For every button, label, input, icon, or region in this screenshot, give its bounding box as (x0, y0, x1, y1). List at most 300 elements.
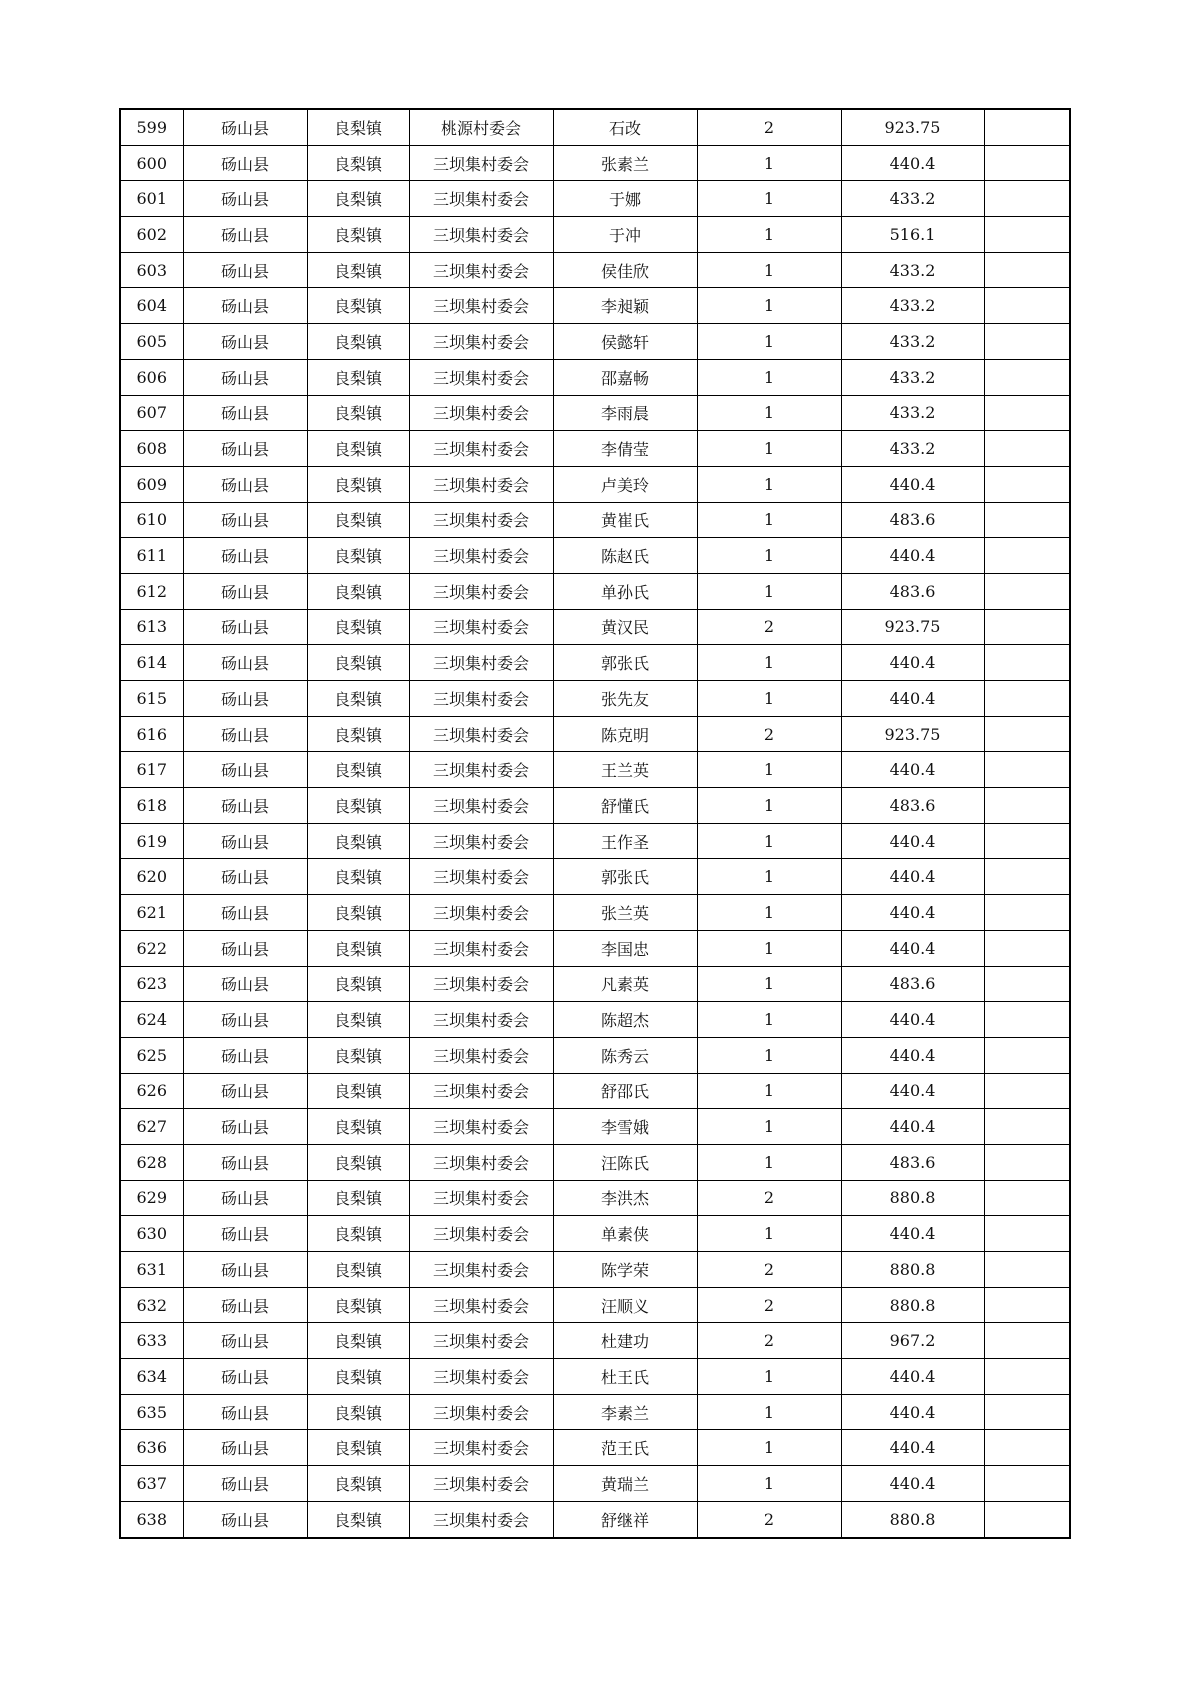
cell-name: 单素侠 (553, 1216, 697, 1252)
cell-town: 良梨镇 (307, 1323, 409, 1359)
cell-town: 良梨镇 (307, 324, 409, 360)
cell-village-committee: 三坝集村委会 (409, 1073, 553, 1109)
cell-amount: 440.4 (841, 1394, 984, 1430)
cell-name: 李倩莹 (553, 431, 697, 467)
cell-village-committee: 三坝集村委会 (409, 859, 553, 895)
cell-name: 张先友 (553, 681, 697, 717)
cell-remarks (984, 359, 1070, 395)
cell-row-number: 610 (120, 502, 183, 538)
cell-household-size: 2 (697, 1180, 841, 1216)
table-row (120, 431, 1070, 467)
table-row (120, 466, 1070, 502)
cell-town: 良梨镇 (307, 895, 409, 931)
table-row (120, 1394, 1070, 1430)
cell-county: 砀山县 (183, 609, 307, 645)
cell-household-size: 1 (697, 395, 841, 431)
cell-household-size: 1 (697, 1109, 841, 1145)
cell-row-number: 631 (120, 1252, 183, 1288)
cell-name: 黄瑞兰 (553, 1466, 697, 1502)
cell-town: 良梨镇 (307, 466, 409, 502)
cell-row-number: 613 (120, 609, 183, 645)
cell-remarks (984, 1144, 1070, 1180)
cell-name: 于娜 (553, 181, 697, 217)
cell-town: 良梨镇 (307, 395, 409, 431)
cell-household-size: 1 (697, 1359, 841, 1395)
cell-remarks (984, 752, 1070, 788)
table-row (120, 681, 1070, 717)
table-row (120, 1359, 1070, 1395)
cell-village-committee: 三坝集村委会 (409, 1359, 553, 1395)
cell-name: 舒继祥 (553, 1501, 697, 1537)
cell-row-number: 602 (120, 217, 183, 253)
cell-county: 砀山县 (183, 823, 307, 859)
cell-household-size: 1 (697, 252, 841, 288)
cell-remarks (984, 1466, 1070, 1502)
cell-row-number: 604 (120, 288, 183, 324)
cell-amount: 440.4 (841, 1002, 984, 1038)
cell-row-number: 605 (120, 324, 183, 360)
cell-row-number: 599 (120, 109, 183, 145)
cell-household-size: 1 (697, 1073, 841, 1109)
cell-name: 舒邵氏 (553, 1073, 697, 1109)
table-row (120, 502, 1070, 538)
cell-village-committee: 三坝集村委会 (409, 930, 553, 966)
cell-amount: 440.4 (841, 1466, 984, 1502)
cell-county: 砀山县 (183, 1394, 307, 1430)
cell-town: 良梨镇 (307, 1002, 409, 1038)
cell-household-size: 1 (697, 788, 841, 824)
cell-amount: 923.75 (841, 716, 984, 752)
cell-county: 砀山县 (183, 1252, 307, 1288)
cell-county: 砀山县 (183, 716, 307, 752)
cell-county: 砀山县 (183, 1109, 307, 1145)
cell-name: 汪陈氏 (553, 1144, 697, 1180)
table-row (120, 1002, 1070, 1038)
cell-village-committee: 三坝集村委会 (409, 716, 553, 752)
cell-county: 砀山县 (183, 109, 307, 145)
cell-row-number: 633 (120, 1323, 183, 1359)
cell-village-committee: 桃源村委会 (409, 109, 553, 145)
table-row (120, 359, 1070, 395)
cell-village-committee: 三坝集村委会 (409, 681, 553, 717)
table-body (120, 109, 1070, 1538)
cell-town: 良梨镇 (307, 1073, 409, 1109)
cell-county: 砀山县 (183, 1073, 307, 1109)
cell-village-committee: 三坝集村委会 (409, 1037, 553, 1073)
cell-village-committee: 三坝集村委会 (409, 1180, 553, 1216)
cell-county: 砀山县 (183, 573, 307, 609)
cell-remarks (984, 609, 1070, 645)
cell-remarks (984, 966, 1070, 1002)
cell-remarks (984, 181, 1070, 217)
cell-row-number: 611 (120, 538, 183, 574)
cell-household-size: 1 (697, 1037, 841, 1073)
table-row (120, 1109, 1070, 1145)
cell-name: 黄汉民 (553, 609, 697, 645)
cell-name: 张兰英 (553, 895, 697, 931)
cell-town: 良梨镇 (307, 252, 409, 288)
cell-county: 砀山县 (183, 859, 307, 895)
cell-household-size: 1 (697, 466, 841, 502)
cell-row-number: 624 (120, 1002, 183, 1038)
cell-remarks (984, 895, 1070, 931)
cell-village-committee: 三坝集村委会 (409, 1216, 553, 1252)
cell-household-size: 2 (697, 716, 841, 752)
cell-row-number: 616 (120, 716, 183, 752)
cell-amount: 880.8 (841, 1180, 984, 1216)
cell-town: 良梨镇 (307, 752, 409, 788)
table-row (120, 1466, 1070, 1502)
cell-row-number: 629 (120, 1180, 183, 1216)
cell-remarks (984, 716, 1070, 752)
table-row (120, 573, 1070, 609)
cell-row-number: 609 (120, 466, 183, 502)
cell-village-committee: 三坝集村委会 (409, 502, 553, 538)
cell-county: 砀山县 (183, 1144, 307, 1180)
cell-name: 李国忠 (553, 930, 697, 966)
cell-county: 砀山县 (183, 895, 307, 931)
cell-name: 王作圣 (553, 823, 697, 859)
cell-village-committee: 三坝集村委会 (409, 1109, 553, 1145)
cell-village-committee: 三坝集村委会 (409, 1002, 553, 1038)
cell-amount: 433.2 (841, 431, 984, 467)
cell-household-size: 1 (697, 502, 841, 538)
cell-name: 陈赵氏 (553, 538, 697, 574)
cell-village-committee: 三坝集村委会 (409, 324, 553, 360)
cell-row-number: 635 (120, 1394, 183, 1430)
cell-row-number: 626 (120, 1073, 183, 1109)
cell-remarks (984, 288, 1070, 324)
cell-household-size: 2 (697, 1501, 841, 1537)
cell-county: 砀山县 (183, 930, 307, 966)
cell-amount: 440.4 (841, 1216, 984, 1252)
cell-village-committee: 三坝集村委会 (409, 466, 553, 502)
table-row (120, 1323, 1070, 1359)
cell-remarks (984, 145, 1070, 181)
cell-household-size: 1 (697, 181, 841, 217)
table-row (120, 752, 1070, 788)
cell-amount: 440.4 (841, 681, 984, 717)
cell-amount: 440.4 (841, 538, 984, 574)
cell-row-number: 634 (120, 1359, 183, 1395)
cell-household-size: 1 (697, 1430, 841, 1466)
cell-town: 良梨镇 (307, 681, 409, 717)
cell-county: 砀山县 (183, 1501, 307, 1537)
cell-row-number: 617 (120, 752, 183, 788)
cell-row-number: 622 (120, 930, 183, 966)
cell-row-number: 606 (120, 359, 183, 395)
table-row (120, 859, 1070, 895)
table-row (120, 538, 1070, 574)
table-row (120, 217, 1070, 253)
cell-town: 良梨镇 (307, 1466, 409, 1502)
cell-county: 砀山县 (183, 1466, 307, 1502)
cell-amount: 483.6 (841, 573, 984, 609)
cell-household-size: 1 (697, 1144, 841, 1180)
table-row (120, 252, 1070, 288)
cell-remarks (984, 788, 1070, 824)
cell-amount: 923.75 (841, 609, 984, 645)
cell-remarks (984, 466, 1070, 502)
cell-amount: 433.2 (841, 324, 984, 360)
cell-row-number: 603 (120, 252, 183, 288)
cell-row-number: 623 (120, 966, 183, 1002)
cell-remarks (984, 538, 1070, 574)
cell-remarks (984, 1501, 1070, 1537)
table-row (120, 645, 1070, 681)
cell-village-committee: 三坝集村委会 (409, 645, 553, 681)
cell-remarks (984, 1073, 1070, 1109)
cell-amount: 880.8 (841, 1501, 984, 1537)
cell-town: 良梨镇 (307, 1252, 409, 1288)
cell-name: 侯懿轩 (553, 324, 697, 360)
cell-amount: 440.4 (841, 1430, 984, 1466)
cell-amount: 880.8 (841, 1252, 984, 1288)
cell-village-committee: 三坝集村委会 (409, 252, 553, 288)
cell-row-number: 637 (120, 1466, 183, 1502)
cell-town: 良梨镇 (307, 109, 409, 145)
cell-name: 单孙氏 (553, 573, 697, 609)
cell-remarks (984, 324, 1070, 360)
cell-village-committee: 三坝集村委会 (409, 752, 553, 788)
cell-amount: 880.8 (841, 1287, 984, 1323)
cell-household-size: 2 (697, 1323, 841, 1359)
cell-town: 良梨镇 (307, 859, 409, 895)
cell-household-size: 1 (697, 288, 841, 324)
cell-county: 砀山县 (183, 1430, 307, 1466)
cell-name: 郭张氏 (553, 645, 697, 681)
cell-county: 砀山县 (183, 359, 307, 395)
cell-village-committee: 三坝集村委会 (409, 288, 553, 324)
cell-row-number: 620 (120, 859, 183, 895)
cell-remarks (984, 573, 1070, 609)
cell-remarks (984, 252, 1070, 288)
cell-amount: 440.4 (841, 1073, 984, 1109)
cell-name: 李昶颖 (553, 288, 697, 324)
cell-town: 良梨镇 (307, 1037, 409, 1073)
cell-household-size: 1 (697, 823, 841, 859)
cell-household-size: 1 (697, 145, 841, 181)
cell-remarks (984, 1252, 1070, 1288)
table-row (120, 966, 1070, 1002)
cell-amount: 433.2 (841, 359, 984, 395)
cell-town: 良梨镇 (307, 788, 409, 824)
cell-household-size: 1 (697, 1394, 841, 1430)
cell-town: 良梨镇 (307, 502, 409, 538)
table-row (120, 1073, 1070, 1109)
cell-county: 砀山县 (183, 181, 307, 217)
cell-remarks (984, 1109, 1070, 1145)
cell-town: 良梨镇 (307, 1287, 409, 1323)
cell-county: 砀山县 (183, 538, 307, 574)
cell-amount: 483.6 (841, 502, 984, 538)
cell-town: 良梨镇 (307, 1394, 409, 1430)
cell-row-number: 614 (120, 645, 183, 681)
cell-county: 砀山县 (183, 681, 307, 717)
cell-county: 砀山县 (183, 145, 307, 181)
cell-name: 邵嘉畅 (553, 359, 697, 395)
cell-amount: 433.2 (841, 181, 984, 217)
table-row (120, 930, 1070, 966)
cell-name: 杜建功 (553, 1323, 697, 1359)
cell-village-committee: 三坝集村委会 (409, 1144, 553, 1180)
cell-village-committee: 三坝集村委会 (409, 395, 553, 431)
table-row (120, 609, 1070, 645)
cell-town: 良梨镇 (307, 966, 409, 1002)
cell-name: 王兰英 (553, 752, 697, 788)
cell-remarks (984, 1037, 1070, 1073)
cell-village-committee: 三坝集村委会 (409, 573, 553, 609)
cell-village-committee: 三坝集村委会 (409, 1430, 553, 1466)
cell-amount: 440.4 (841, 645, 984, 681)
cell-town: 良梨镇 (307, 217, 409, 253)
cell-amount: 516.1 (841, 217, 984, 253)
cell-amount: 483.6 (841, 788, 984, 824)
cell-remarks (984, 1430, 1070, 1466)
cell-county: 砀山县 (183, 466, 307, 502)
cell-county: 砀山县 (183, 1287, 307, 1323)
cell-amount: 440.4 (841, 859, 984, 895)
cell-village-committee: 三坝集村委会 (409, 145, 553, 181)
table-row (120, 1501, 1070, 1537)
cell-county: 砀山县 (183, 1323, 307, 1359)
table-row (120, 109, 1070, 145)
cell-amount: 433.2 (841, 395, 984, 431)
cell-row-number: 627 (120, 1109, 183, 1145)
cell-town: 良梨镇 (307, 1501, 409, 1537)
cell-name: 李雨晨 (553, 395, 697, 431)
cell-village-committee: 三坝集村委会 (409, 359, 553, 395)
cell-household-size: 2 (697, 1287, 841, 1323)
cell-remarks (984, 930, 1070, 966)
table-row (120, 1287, 1070, 1323)
cell-name: 黄崔氏 (553, 502, 697, 538)
cell-amount: 440.4 (841, 1359, 984, 1395)
cell-county: 砀山县 (183, 966, 307, 1002)
cell-household-size: 1 (697, 217, 841, 253)
cell-county: 砀山县 (183, 217, 307, 253)
cell-row-number: 621 (120, 895, 183, 931)
cell-town: 良梨镇 (307, 1430, 409, 1466)
cell-amount: 433.2 (841, 288, 984, 324)
cell-county: 砀山县 (183, 431, 307, 467)
cell-household-size: 1 (697, 1216, 841, 1252)
cell-household-size: 1 (697, 573, 841, 609)
cell-town: 良梨镇 (307, 288, 409, 324)
cell-amount: 923.75 (841, 109, 984, 145)
cell-row-number: 607 (120, 395, 183, 431)
table-row (120, 1216, 1070, 1252)
cell-amount: 440.4 (841, 1109, 984, 1145)
cell-remarks (984, 859, 1070, 895)
table-row (120, 181, 1070, 217)
household-table (119, 108, 1071, 1539)
cell-household-size: 1 (697, 431, 841, 467)
cell-name: 舒懂氏 (553, 788, 697, 824)
cell-household-size: 2 (697, 109, 841, 145)
cell-row-number: 625 (120, 1037, 183, 1073)
cell-remarks (984, 645, 1070, 681)
cell-county: 砀山县 (183, 1037, 307, 1073)
cell-remarks (984, 217, 1070, 253)
cell-name: 郭张氏 (553, 859, 697, 895)
cell-amount: 440.4 (841, 895, 984, 931)
cell-county: 砀山县 (183, 1002, 307, 1038)
cell-remarks (984, 395, 1070, 431)
cell-village-committee: 三坝集村委会 (409, 1466, 553, 1502)
cell-town: 良梨镇 (307, 1109, 409, 1145)
cell-name: 石改 (553, 109, 697, 145)
cell-town: 良梨镇 (307, 1180, 409, 1216)
cell-village-committee: 三坝集村委会 (409, 966, 553, 1002)
cell-row-number: 615 (120, 681, 183, 717)
cell-amount: 440.4 (841, 930, 984, 966)
cell-remarks (984, 1216, 1070, 1252)
cell-row-number: 618 (120, 788, 183, 824)
cell-household-size: 1 (697, 752, 841, 788)
table-row (120, 395, 1070, 431)
cell-name: 杜王氏 (553, 1359, 697, 1395)
cell-name: 侯佳欣 (553, 252, 697, 288)
cell-county: 砀山县 (183, 395, 307, 431)
cell-name: 李雪娥 (553, 1109, 697, 1145)
cell-household-size: 1 (697, 859, 841, 895)
cell-village-committee: 三坝集村委会 (409, 1252, 553, 1288)
cell-town: 良梨镇 (307, 538, 409, 574)
cell-village-committee: 三坝集村委会 (409, 609, 553, 645)
cell-town: 良梨镇 (307, 1144, 409, 1180)
cell-name: 陈秀云 (553, 1037, 697, 1073)
cell-household-size: 1 (697, 359, 841, 395)
cell-remarks (984, 1180, 1070, 1216)
cell-county: 砀山县 (183, 1359, 307, 1395)
cell-name: 张素兰 (553, 145, 697, 181)
cell-household-size: 1 (697, 1466, 841, 1502)
cell-village-committee: 三坝集村委会 (409, 1394, 553, 1430)
cell-name: 李洪杰 (553, 1180, 697, 1216)
cell-village-committee: 三坝集村委会 (409, 181, 553, 217)
cell-name: 凡素英 (553, 966, 697, 1002)
cell-remarks (984, 681, 1070, 717)
cell-name: 陈克明 (553, 716, 697, 752)
cell-household-size: 1 (697, 645, 841, 681)
cell-village-committee: 三坝集村委会 (409, 538, 553, 574)
table-row (120, 324, 1070, 360)
cell-name: 卢美玲 (553, 466, 697, 502)
cell-amount: 440.4 (841, 145, 984, 181)
cell-county: 砀山县 (183, 252, 307, 288)
cell-county: 砀山县 (183, 324, 307, 360)
cell-remarks (984, 1323, 1070, 1359)
cell-town: 良梨镇 (307, 359, 409, 395)
cell-amount: 440.4 (841, 466, 984, 502)
cell-amount: 440.4 (841, 1037, 984, 1073)
cell-village-committee: 三坝集村委会 (409, 1323, 553, 1359)
cell-remarks (984, 109, 1070, 145)
cell-row-number: 638 (120, 1501, 183, 1537)
cell-town: 良梨镇 (307, 609, 409, 645)
cell-village-committee: 三坝集村委会 (409, 217, 553, 253)
table-row (120, 1180, 1070, 1216)
cell-village-committee: 三坝集村委会 (409, 1287, 553, 1323)
cell-village-committee: 三坝集村委会 (409, 788, 553, 824)
cell-remarks (984, 1359, 1070, 1395)
cell-remarks (984, 1287, 1070, 1323)
cell-amount: 433.2 (841, 252, 984, 288)
cell-amount: 483.6 (841, 966, 984, 1002)
cell-county: 砀山县 (183, 752, 307, 788)
table-row (120, 895, 1070, 931)
